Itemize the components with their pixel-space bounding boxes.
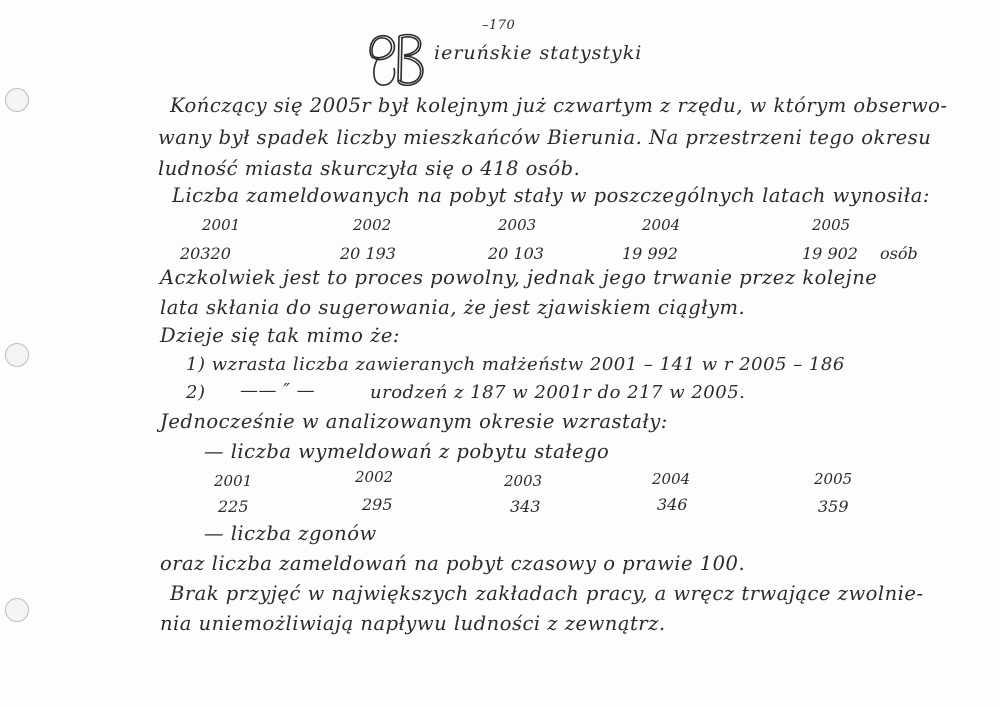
page-number: –170 (482, 18, 516, 33)
table2-value: 359 (818, 497, 849, 516)
table1-value: 19 902 (802, 244, 858, 263)
table1-unit: osób (880, 244, 918, 263)
table2-value: 343 (510, 497, 541, 516)
table2-year: 2005 (814, 470, 853, 488)
table2-year: 2002 (355, 468, 394, 486)
document-title: ieruńskie statystyki (434, 42, 643, 64)
paragraph-3-line-2: lata skłania do sugerowania, że jest zjawiskiem ciągłym. (160, 296, 746, 319)
punch-hole-middle (5, 343, 29, 367)
table1-value: 19 992 (622, 244, 678, 263)
table1-year: 2003 (498, 216, 537, 234)
table1-value: 20 103 (488, 244, 544, 263)
table1-value: 20 193 (340, 244, 396, 263)
list-item-2-ditto: —— ″ — (240, 380, 316, 401)
table1-year: 2002 (353, 216, 392, 234)
paragraph-1-line-2: wany był spadek liczby mieszkańców Bierunia. Na przestrzeni tego okresu (158, 126, 932, 149)
table2-value: 346 (657, 495, 688, 514)
table1-year: 2005 (812, 216, 851, 234)
list-item-2-number: 2) (186, 382, 206, 403)
paragraph-1-line-1: Kończący się 2005r był kolejnym już czwartym z rzędu, w którym obserwo- (170, 94, 948, 117)
paragraph-7-line-2: nia uniemożliwiają napływu ludności z zewnątrz. (160, 612, 666, 635)
table1-value: 20320 (180, 244, 231, 263)
list-item-1: 1) wzrasta liczba zawieranych małżeństw 2001 – 141 w r 2005 – 186 (186, 354, 845, 375)
decorative-initial-b-icon (366, 28, 428, 90)
paragraph-1-line-3: ludność miasta skurczyła się o 418 osób. (158, 157, 581, 180)
subheading-deaths: — liczba zgonów (204, 522, 377, 545)
table2-year: 2003 (504, 472, 543, 490)
table2-value: 295 (362, 495, 393, 514)
list-item-2-text: urodzeń z 187 w 2001r do 217 w 2005. (370, 382, 746, 403)
punch-hole-bottom (5, 598, 29, 622)
paragraph-3-line-1: Aczkolwiek jest to proces powolny, jednak jego trwanie przez kolejne (160, 266, 878, 289)
population-heading: Liczba zameldowanych na pobyt stały w poszczególnych latach wynosiła: (172, 184, 930, 207)
punch-hole-top (5, 88, 29, 112)
increases-heading: Jednocześnie w analizowanym okresie wzrastały: (160, 410, 668, 433)
temporary-registrations-line: oraz liczba zameldowań na pobyt czasowy o prawie 100. (160, 552, 746, 575)
table1-year: 2004 (642, 216, 681, 234)
table2-year: 2004 (652, 470, 691, 488)
table2-value: 225 (218, 497, 249, 516)
reasons-heading: Dzieje się tak mimo że: (160, 324, 400, 347)
table2-year: 2001 (214, 472, 253, 490)
subheading-deregistrations: — liczba wymeldowań z pobytu stałego (204, 440, 610, 463)
paragraph-7-line-1: Brak przyjęć w największych zakładach pracy, a wręcz trwające zwolnie- (170, 582, 924, 605)
table1-year: 2001 (202, 216, 241, 234)
